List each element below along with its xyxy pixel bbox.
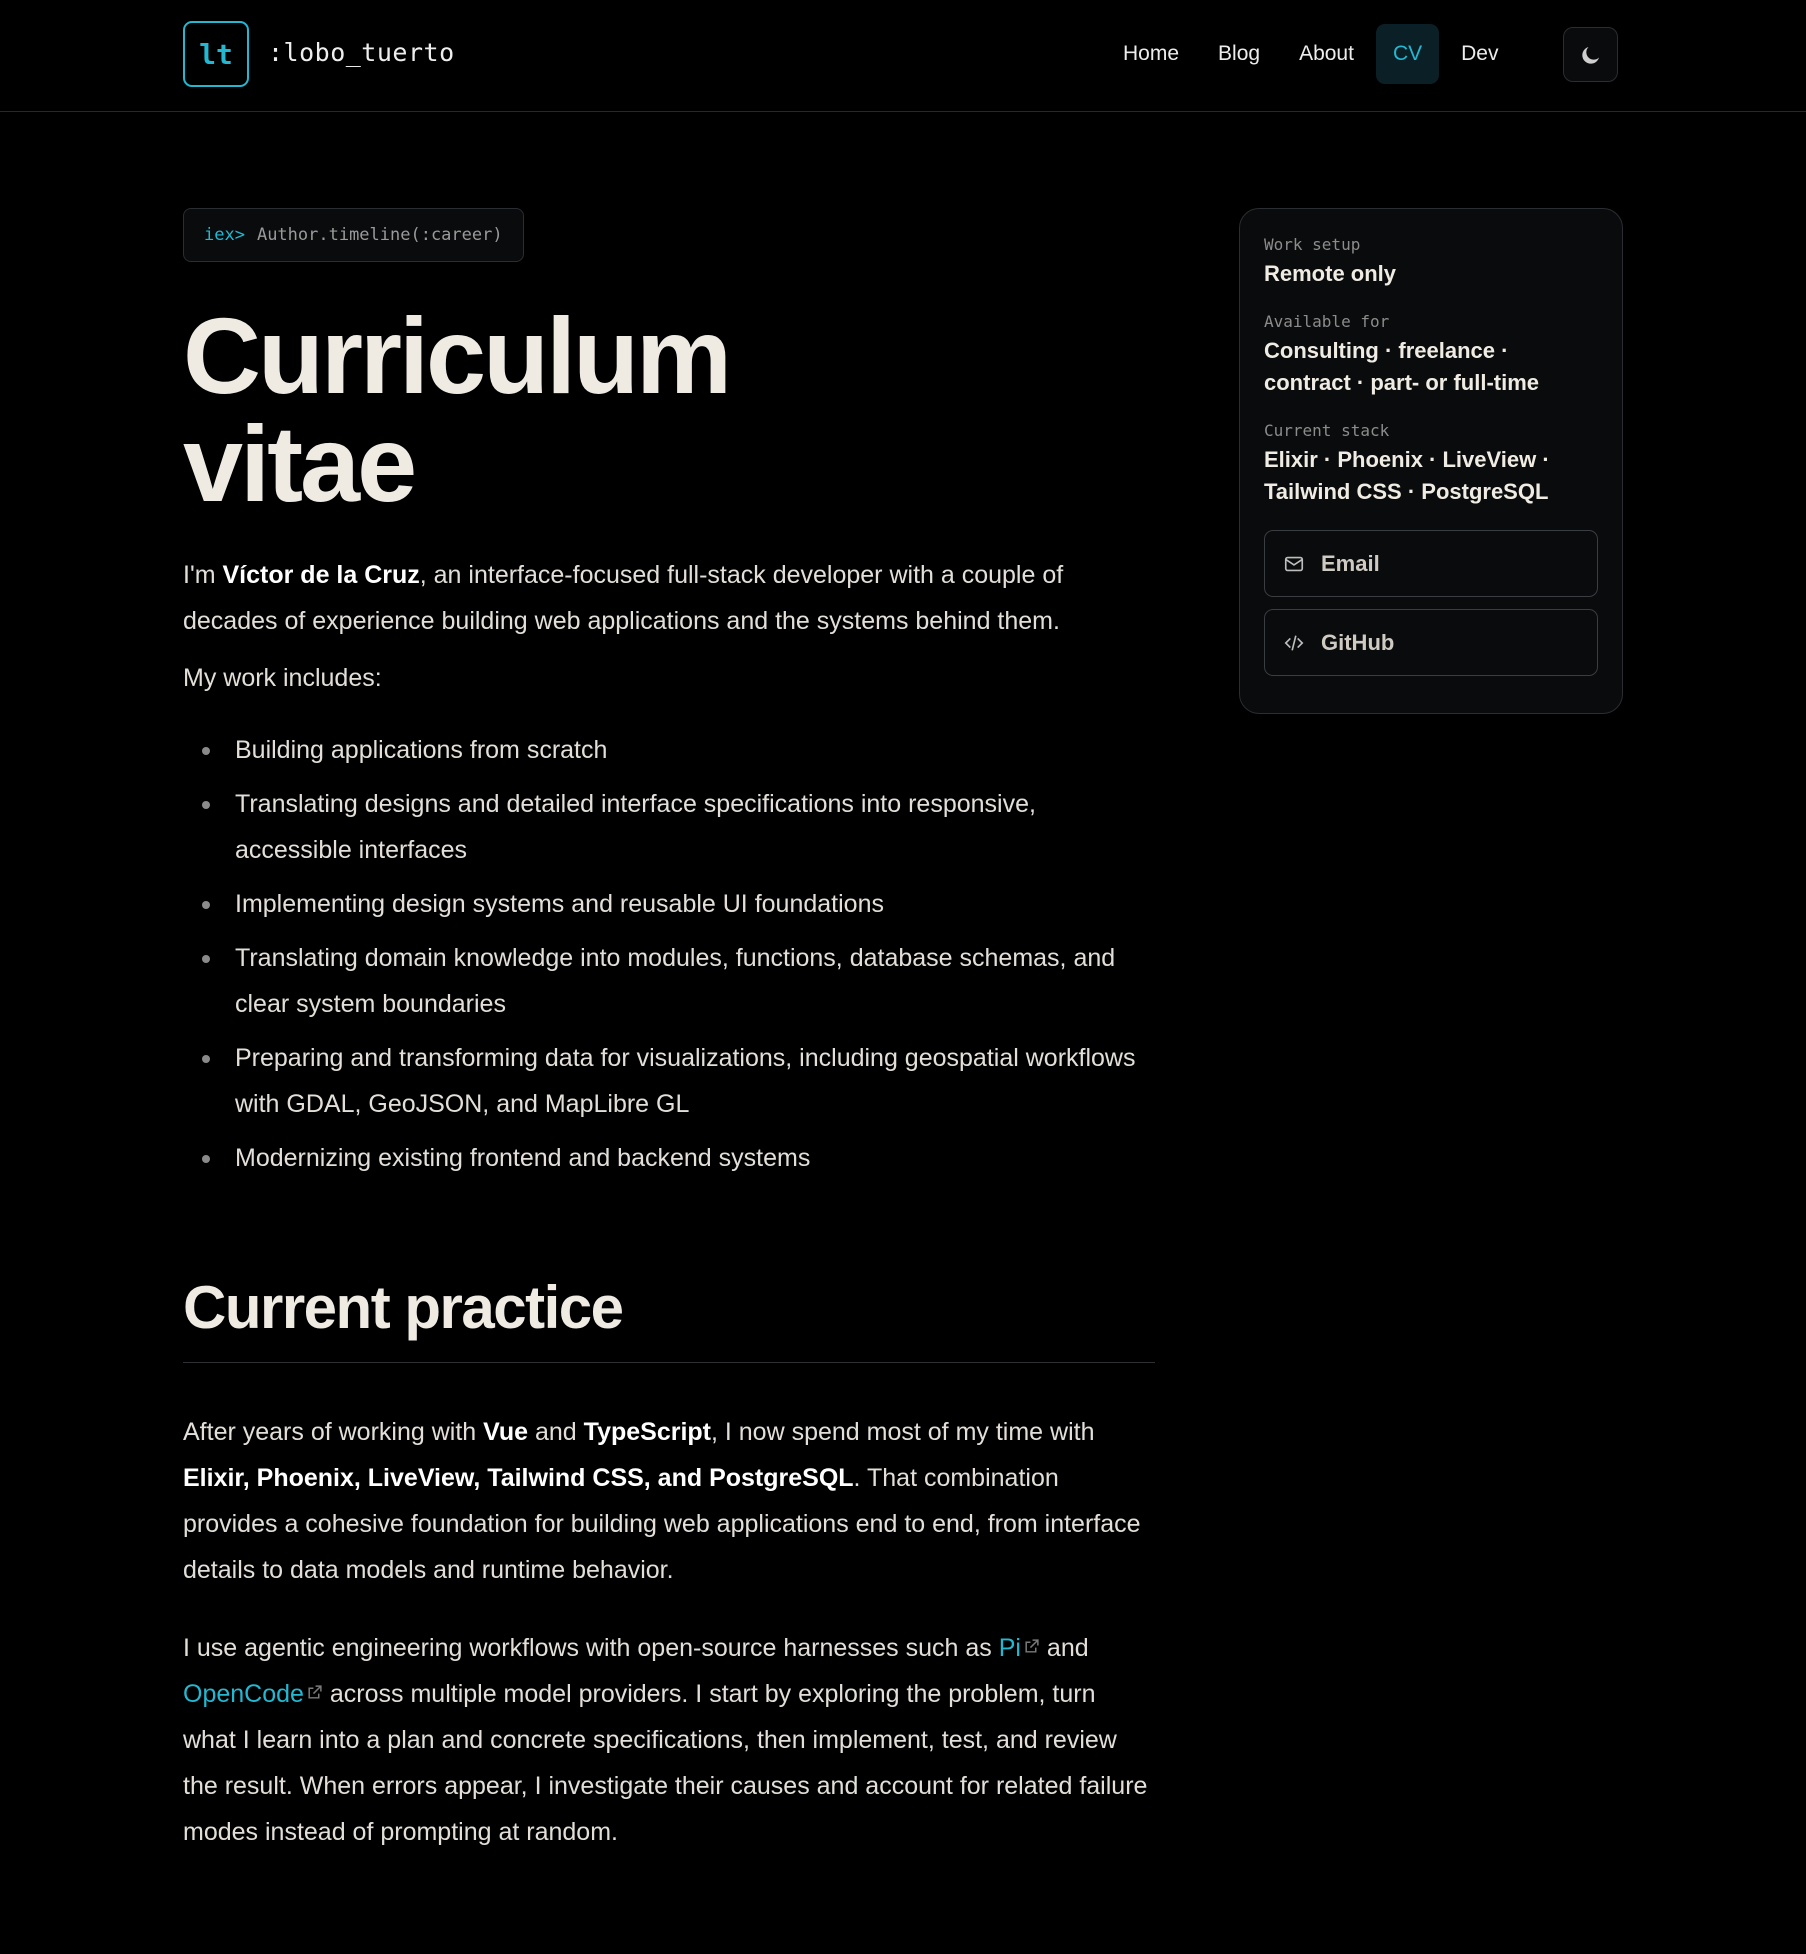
intro-paragraph: [183, 552, 1155, 644]
stack-group: [1264, 421, 1598, 508]
list-item: Building applications from scratch: [183, 727, 1155, 773]
stack-value: Elixir · Phoenix · LiveView · Tailwind CSS · PostgreSQL: [1264, 447, 1550, 504]
work-setup-group: [1264, 235, 1598, 290]
mail-icon: [1283, 553, 1305, 575]
practice-text: and: [528, 1418, 584, 1446]
list-item: Modernizing existing frontend and backend systems: [183, 1135, 1155, 1181]
title-line-1: Curriculum: [183, 295, 730, 416]
site-name[interactable]: :lobo_tuerto: [268, 38, 455, 67]
available-group: [1264, 312, 1598, 399]
nav-blog[interactable]: Blog: [1218, 42, 1261, 65]
practice-bold: TypeScript: [583, 1418, 711, 1446]
practice2-text: and: [1039, 1634, 1089, 1662]
email-button[interactable]: [1264, 530, 1598, 597]
site-logo[interactable]: lt: [183, 21, 249, 87]
practice-text: . That combination provides a cohesive foundation for building web applications end to end, from interface details to data models and runtime behavior.: [183, 1464, 1141, 1584]
list-item: Preparing and transforming data for visualizations, including geospatial workflows with GDAL, GeoJSON, and MapLibre GL: [183, 1035, 1155, 1127]
practice-bold: Elixir, Phoenix, LiveView, Tailwind CSS, and PostgreSQL: [183, 1464, 854, 1492]
available-value: Consulting · freelance · contract · part- or full-time: [1264, 338, 1540, 395]
page-title: [183, 295, 883, 524]
list-item: Translating domain knowledge into modules, functions, database schemas, and clear system boundaries: [183, 935, 1155, 1027]
list-item: Implementing design systems and reusable UI foundations: [183, 881, 1155, 927]
work-heading: My work includes:: [183, 664, 382, 692]
nav-home[interactable]: Home: [1123, 42, 1180, 65]
profile-card: [1239, 208, 1623, 714]
work-list: [183, 727, 1155, 1181]
pi-link[interactable]: [999, 1634, 1040, 1662]
practice-paragraph: [183, 1409, 1155, 1593]
opencode-link-label: OpenCode: [183, 1680, 304, 1708]
email-button-label: Email: [1321, 550, 1380, 576]
moon-icon: [1579, 43, 1603, 67]
practice2-text: across multiple model providers. I start by exploring the problem, turn what I learn into a plan and concrete specifications, then implement, test, and review the result. When errors appear, I investigate their causes and account for related failure modes instead of prompting at random.: [183, 1680, 1148, 1846]
main-nav: [1106, 24, 1521, 84]
iex-badge: [183, 208, 524, 262]
work-setup-value: Remote only: [1264, 261, 1397, 286]
practice-bold: Vue: [483, 1418, 529, 1446]
practice-paragraph-2: [183, 1625, 1155, 1855]
title-line-2: vitae: [183, 403, 415, 524]
main-content: [183, 208, 1155, 1855]
external-link-icon: [1023, 1638, 1040, 1655]
work-setup-label: Work setup: [1264, 235, 1361, 254]
nav-dev[interactable]: Dev: [1461, 42, 1499, 65]
intro-rest: , an interface-focused full-stack developer with a couple of decades of experience building web applications and the systems behind them.: [183, 561, 1064, 635]
practice2-text: I use agentic engineering workflows with open-source harnesses such as: [183, 1634, 999, 1662]
external-link-icon: [306, 1684, 323, 1701]
iex-command: Author.timeline(:career): [256, 225, 503, 245]
available-label: Available for: [1264, 312, 1390, 331]
github-button[interactable]: [1264, 609, 1598, 676]
code-icon: [1283, 632, 1305, 654]
list-item: Translating designs and detailed interface specifications into responsive, accessible interfaces: [183, 781, 1155, 873]
nav-cv[interactable]: CV: [1376, 24, 1439, 84]
opencode-link[interactable]: [183, 1680, 323, 1708]
stack-label: Current stack: [1264, 421, 1390, 440]
practice-text: , I now spend most of my time with: [711, 1418, 1095, 1446]
practice-text: After years of working with: [183, 1418, 484, 1446]
github-button-label: GitHub: [1321, 629, 1395, 655]
intro-prefix: I'm: [183, 561, 223, 589]
pi-link-label: Pi: [998, 1634, 1021, 1662]
theme-toggle-button[interactable]: [1563, 27, 1618, 82]
iex-prompt: iex>: [204, 225, 245, 245]
nav-about[interactable]: About: [1299, 42, 1354, 65]
site-header: [0, 0, 1806, 112]
section-title-current-practice: Current practice: [183, 1273, 1155, 1363]
author-name: Víctor de la Cruz: [222, 561, 420, 589]
